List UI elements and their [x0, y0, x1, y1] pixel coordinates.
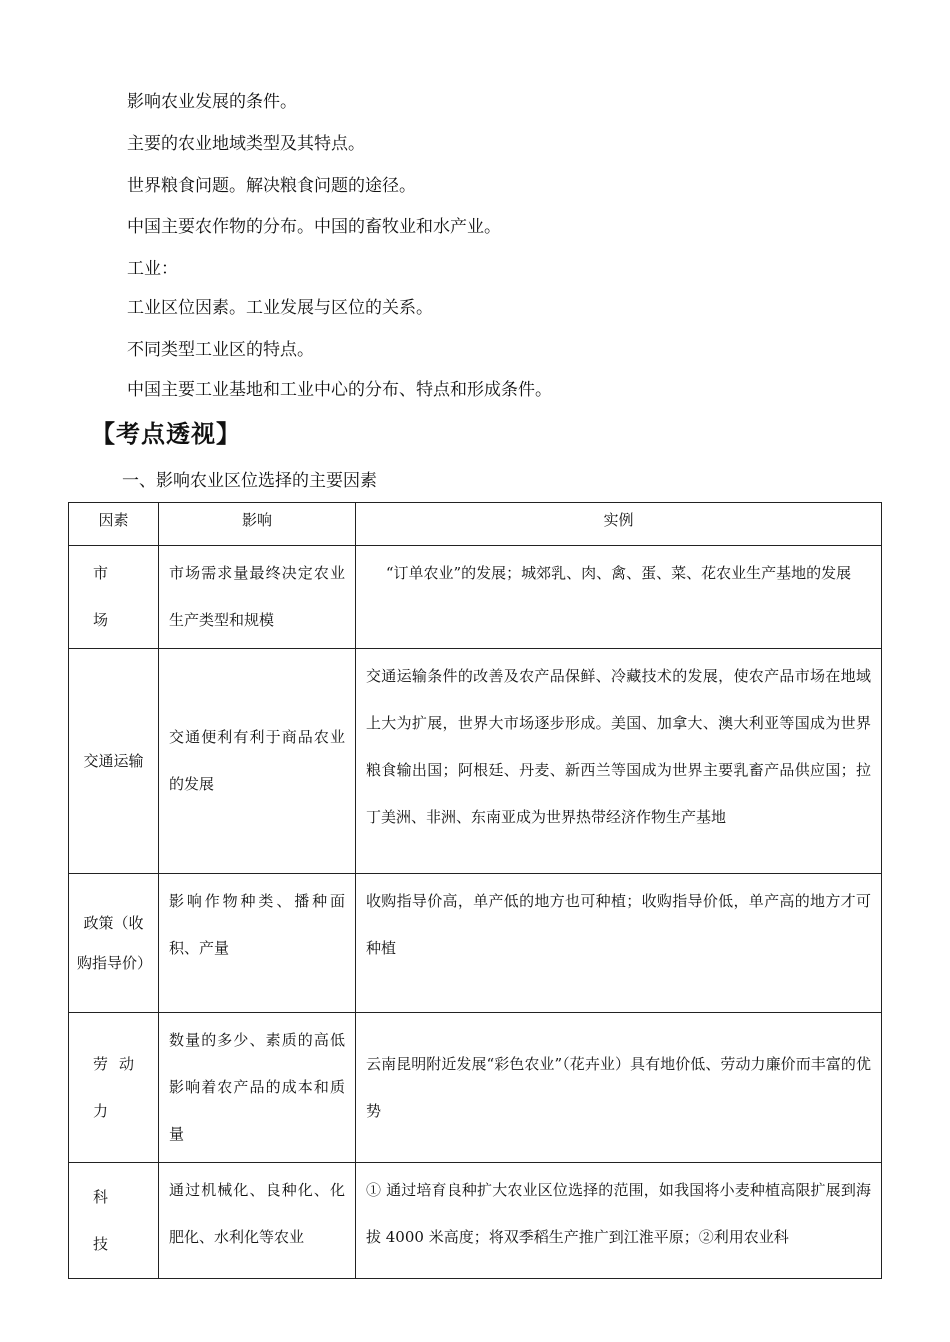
effect-cell: 通过机械化、良种化、化肥化、水利化等农业: [159, 1163, 356, 1279]
intro-line: 工业：: [127, 259, 178, 279]
intro-line: 世界粮食问题。解决粮食问题的途径。: [127, 176, 416, 196]
factor-cell: 市 场: [69, 546, 159, 649]
table-row: [69, 649, 882, 874]
header-effect: 影响: [159, 503, 356, 546]
example-cell: ① 通过培育良种扩大农业区位选择的范围，如我国将小麦种植高限扩展到海拔 4000 米高度；将双季稻生产推广到江淮平原；②利用农业科: [356, 1163, 882, 1279]
example-cell: “订单农业”的发展；城郊乳、肉、禽、蛋、菜、花农业生产基地的发展: [356, 546, 882, 649]
table-caption: 一、影响农业区位选择的主要因素: [122, 471, 377, 491]
table-header-row: [69, 503, 882, 546]
table-row: [69, 1163, 882, 1279]
header-example: 实例: [356, 503, 882, 546]
intro-line: 影响农业发展的条件。: [127, 92, 297, 112]
factor-cell: 科 技: [69, 1163, 159, 1279]
table-row: [69, 546, 882, 649]
section-heading: 【考点透视】: [91, 420, 241, 448]
effect-cell: 影响作物种类、播种面积、产量: [159, 874, 356, 1013]
example-cell: 云南昆明附近发展“彩色农业”（花卉业）具有地价低、劳动力廉价而丰富的优势: [356, 1013, 882, 1163]
intro-line: 中国主要农作物的分布。中国的畜牧业和水产业。: [127, 217, 501, 237]
table-row: [69, 1013, 882, 1163]
header-factor: 因素: [69, 503, 159, 546]
factor-cell: 交通运输: [69, 649, 159, 874]
factors-table: [68, 502, 882, 1279]
effect-cell: 数量的多少、素质的高低影响着农产品的成本和质量: [159, 1013, 356, 1163]
example-cell: 交通运输条件的改善及农产品保鲜、冷藏技术的发展，使农产品市场在地域上大为扩展，世界大市场逐步形成。美国、加拿大、澳大利亚等国成为世界粮食输出国；阿根廷、丹麦、新西兰等国成为世界主要乳畜产品供应国；拉丁美洲、非洲、东南亚成为世界热带经济作物生产基地: [356, 649, 882, 874]
effect-cell: 市场需求量最终决定农业生产类型和规模: [159, 546, 356, 649]
intro-line: 中国主要工业基地和工业中心的分布、特点和形成条件。: [127, 380, 552, 400]
intro-line: 主要的农业地域类型及其特点。: [127, 134, 365, 154]
factor-cell: 劳动力: [69, 1013, 159, 1163]
effect-cell: 交通便利有利于商品农业的发展: [159, 649, 356, 874]
example-cell: 收购指导价高，单产低的地方也可种植；收购指导价低，单产高的地方才可种植: [356, 874, 882, 1013]
table-row: [69, 874, 882, 1013]
intro-line: 工业区位因素。工业发展与区位的关系。: [127, 298, 433, 318]
factor-cell: 政策（收购指导价）: [69, 874, 159, 1013]
intro-line: 不同类型工业区的特点。: [127, 340, 314, 360]
